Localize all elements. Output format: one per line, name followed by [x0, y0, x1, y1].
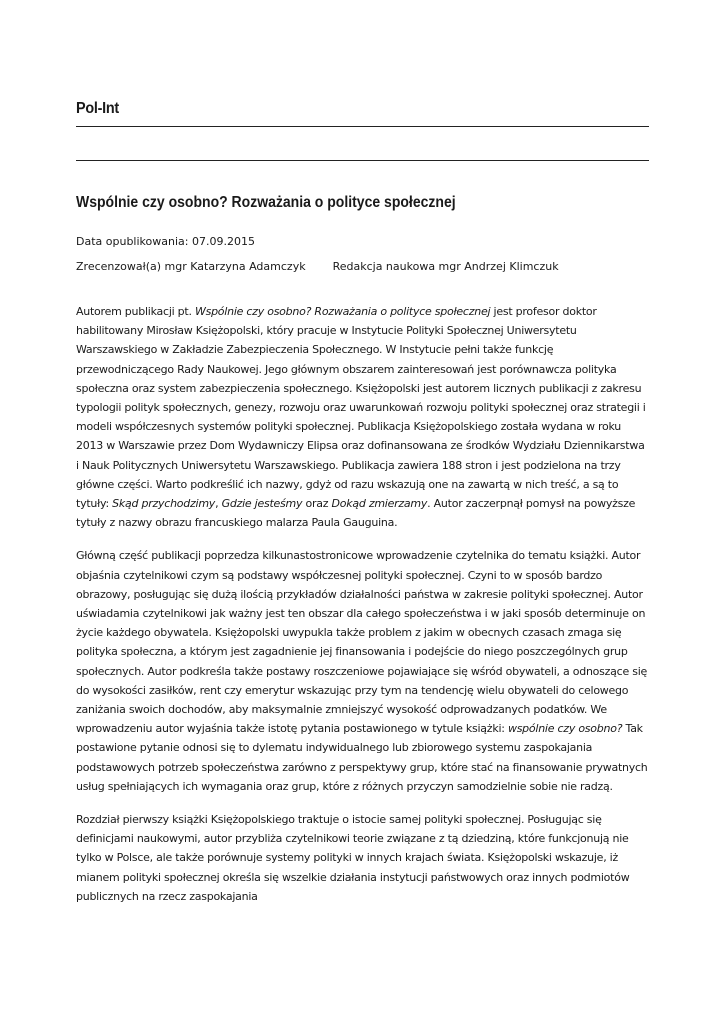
question-italic: wspólnie czy osobno? [507, 722, 623, 736]
text-run: Autorem publikacji pt. [76, 305, 195, 318]
editor-credit: Redakcja naukowa mgr Andrzej Klimczuk [332, 260, 559, 273]
part-title-italic: Dokąd zmierzamy [331, 497, 428, 511]
part-title-italic: Skąd przychodzimy [112, 497, 216, 511]
reviewer-credit: Zrecenzował(a) mgr Katarzyna Adamczyk [76, 260, 306, 273]
paragraph-1 [76, 302, 649, 532]
book-title-italic: Wspólnie czy osobno? Rozważania o polityce społecznej [194, 305, 491, 318]
publication-date: Data opublikowania: 07.09.2015 [76, 235, 255, 248]
article-body [76, 302, 649, 920]
site-name: Pol-Int [76, 100, 119, 117]
paragraph-3 [76, 810, 649, 906]
text-run: . Autor zaczerpnął pomysł na powyższe tytuły z nazwy obrazu francuskiego malarza Paula Gauguina. [76, 497, 636, 530]
text-run: Główną część publikacji poprzedza kilkunastostronicowe wprowadzenie czytelnika do tematu książki. Autor objaśnia czytelnikowi czym są podstawy współczesnej polityki społecznej. Czyni to w sposób bardzo obrazowy, posługując się dużą ilością przykładów działalności państwa w zakresie polityki społecznej. Autor uświadamia czytelnikowi jak ważny jest ten obszar dla całego społeczeństwa i w jaki sposób determinuje on życie każdego obywatela. Księżopolski uwypukla także problem z jakim w obecnych czasach zmaga się polityka społeczna, a którym jest zagadnienie jej finansowania i podejście do niego poszczególnych grup społecznych. Autor podkreśla także postawy roszczeniowe pojawiające się wśród obywateli, a odnoszące się do wysokości zasiłków, rent czy emerytur wskazując przy tym na tendencję wielu obywateli do celowego zaniżania swoich dochodów, aby maksymalnie zmniejszyć wysokość odprowadzanych podatków. We wprowadzeniu autor wyjaśnia także istotę pytania postawionego w tytule książki: [76, 549, 648, 736]
credits-line [76, 260, 559, 273]
part-title-italic: Gdzie jesteśmy [221, 497, 303, 511]
article-title: Wspólnie czy osobno? Rozważania o polityce społecznej [76, 194, 456, 211]
text-run: Tak postawione pytanie odnosi się to dylematu indywidualnego lub zbiorowego systemu zaspokajania podstawowych potrzeb społeczeństwa zarówno z perspektywy grup, które stać na finansowanie prywatnych usług spełniających ich wymagania oraz grup, które z różnych przyczyn samodzielnie sobie nie radzą. [76, 722, 648, 793]
header-divider-top [76, 126, 649, 127]
paragraph-2 [76, 546, 649, 796]
header-divider-bottom [76, 160, 649, 161]
text-run: , [215, 497, 222, 511]
text-run: Rozdział pierwszy książki Księżopolskiego traktuje o istocie samej polityki społecznej. Posługując się definicjami naukowymi, autor przybliża czytelnikowi teorie związane z tą dziedziną, które funkcjonują nie tylko w Polsce, ale także porównuje systemy polityki w innych krajach świata. Księżopolski wskazuje, iż mianem polityki społecznej określa się wszelkie działania instytucji państwowych oraz innych podmiotów publicznych na rzecz zaspokajania [76, 813, 630, 903]
text-run: jest profesor doktor habilitowany Mirosław Księżopolski, który pracuje w Instytucie Polityki Społecznej Uniwersytetu Warszawskiego w Zakładzie Zabezpieczenia Społecznego. W Instytucie pełni także funkcję przewodniczącego Rady Naukowej. Jego głównym obszarem zainteresowań jest porównawcza polityka społeczna oraz system zabezpieczenia społecznego. Księżopolski jest autorem licznych publikacji z zakresu typologii polityk społecznych, genezy, rozwoju oraz uwarunkowań rozwoju polityki społecznej oraz strategii i modeli współczesnych systemów polityki społecznej. Publikacja Księżopolskiego została wydana w roku 2013 w Warszawie przez Dom Wydawniczy Elipsa oraz dofinansowana ze środków Wydziału Dziennikarstwa i Nauk Politycznych Uniwersytetu Warszawskiego. Publikacja zawiera 188 stron i jest podzielona na trzy główne części. Warto podkreślić ich nazwy, gdyż od razu wskazują one na zawartą w nich treść, a są to tytuły: [76, 305, 646, 511]
text-run: oraz [302, 497, 332, 511]
